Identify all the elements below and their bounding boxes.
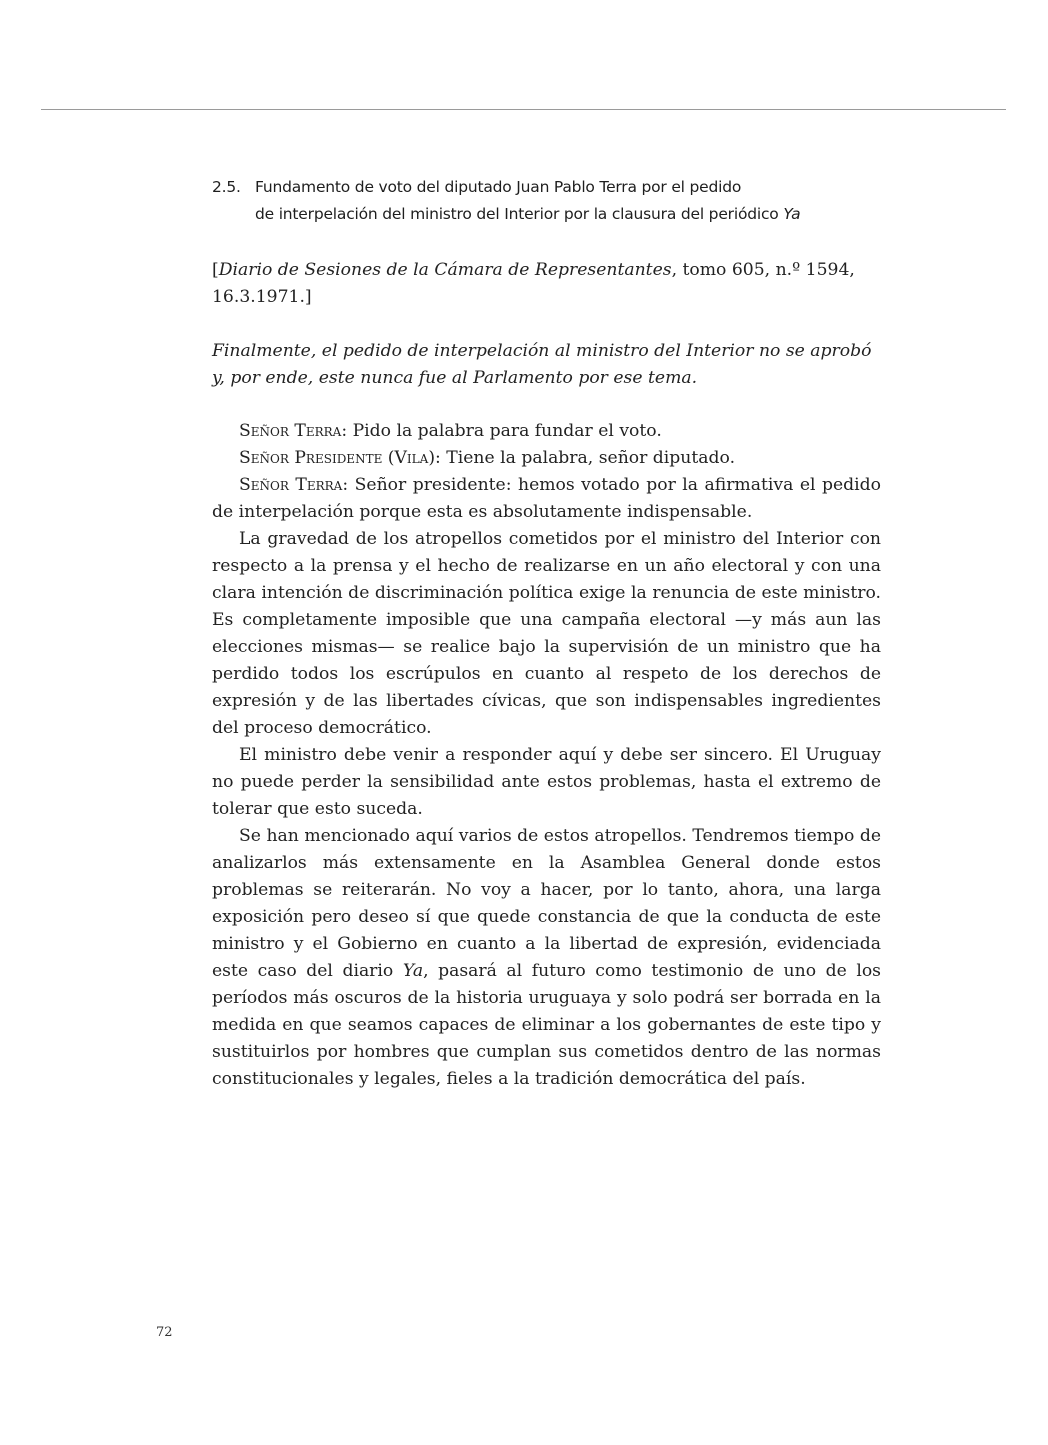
speech-paragraph-2 [212,445,881,472]
newspaper-name: Ya [402,961,424,981]
speech-text: : Pido la palabra para fundar el voto. [341,421,662,441]
speech-paragraph-5: El ministro debe venir a responder aquí y debe ser sincero. El Uruguay no puede perder la sensibilidad ante estos problemas, hasta el extremo de tolerar que esto suceda. [212,745,881,819]
source-details: , tomo 605, n.º 1594, 16.3.1971.] [212,260,855,307]
page-number: 72 [156,1325,173,1340]
speaker-name: Señor Presidente [239,448,383,468]
section-title-line2: de interpelación del ministro del Interior por la clausura del periódico [255,205,784,223]
section-number: 2.5. [212,178,241,196]
speech-body [212,418,881,1093]
speech-text: ): Tiene la palabra, señor diputado. [428,448,736,468]
speech-paragraph-3 [212,472,881,526]
speaker-name: Señor Terra [239,421,342,441]
section-heading [212,174,881,228]
speaker-surname: Vila [394,448,429,468]
speech-paragraph-6 [212,823,881,1093]
speech-paragraph-4: La gravedad de los atropellos cometidos por el ministro del Interior con respecto a la prensa y el hecho de realizarse en un año electoral y con una clara intención de discriminación política exige la renuncia de este ministro. Es completamente imposible que una campaña electoral —y más aun las elecciones mismas— se realice bajo la supervisión de un ministro que ha perdido todos los escrúpulos en cuanto al respeto de los derechos de expresión y de las libertades cívicas, que son indispensables ingredientes del proceso democrático. [212,529,881,738]
speaker-name: Señor Terra [239,475,343,495]
speech-text: Se han mencionado aquí varios de estos atropellos. Tendremos tiempo de analizarlos más extensamente en la Asamblea General donde estos problemas se reiterarán. No voy a hacer, por lo tanto, ahora, una larga exposición pero deseo sí que quede constancia de que la conducta de este ministro y el Gobierno en cuanto a la libertad de expresión, evidenciada este caso del diario [212,826,881,981]
source-title: Diario de Sesiones de la Cámara de Representantes [218,260,672,280]
speaker-paren-open: ( [382,448,395,468]
section-title-line1: Fundamento de voto del diputado Juan Pablo Terra por el pedido [255,178,742,196]
source-bracket: [ [212,260,219,280]
header-rule [41,109,1006,110]
speech-text: , pasará al futuro como testimonio de uno de los períodos más oscuros de la historia uruguaya y solo podrá ser borrada en la medida en que seamos capaces de eliminar a los gobernantes de este tipo y sustituirlos por hombres que cumplan sus cometidos dentro de las normas constitucionales y legales, fieles a la tradición democrática del país. [212,961,881,1089]
speech-text: : Señor presidente: hemos votado por la afirmativa el pedido de interpelación porque esta es absolutamente indispensable. [212,475,881,522]
editorial-note: Finalmente, el pedido de interpelación al ministro del Interior no se aprobó y, por ende, este nunca fue al Parlamento por ese tema. [212,341,872,388]
source-citation [212,257,881,311]
speech-paragraph-1 [212,418,881,445]
page-content [212,174,881,1093]
section-title-italic: Ya [783,205,801,223]
section-title [255,174,881,228]
